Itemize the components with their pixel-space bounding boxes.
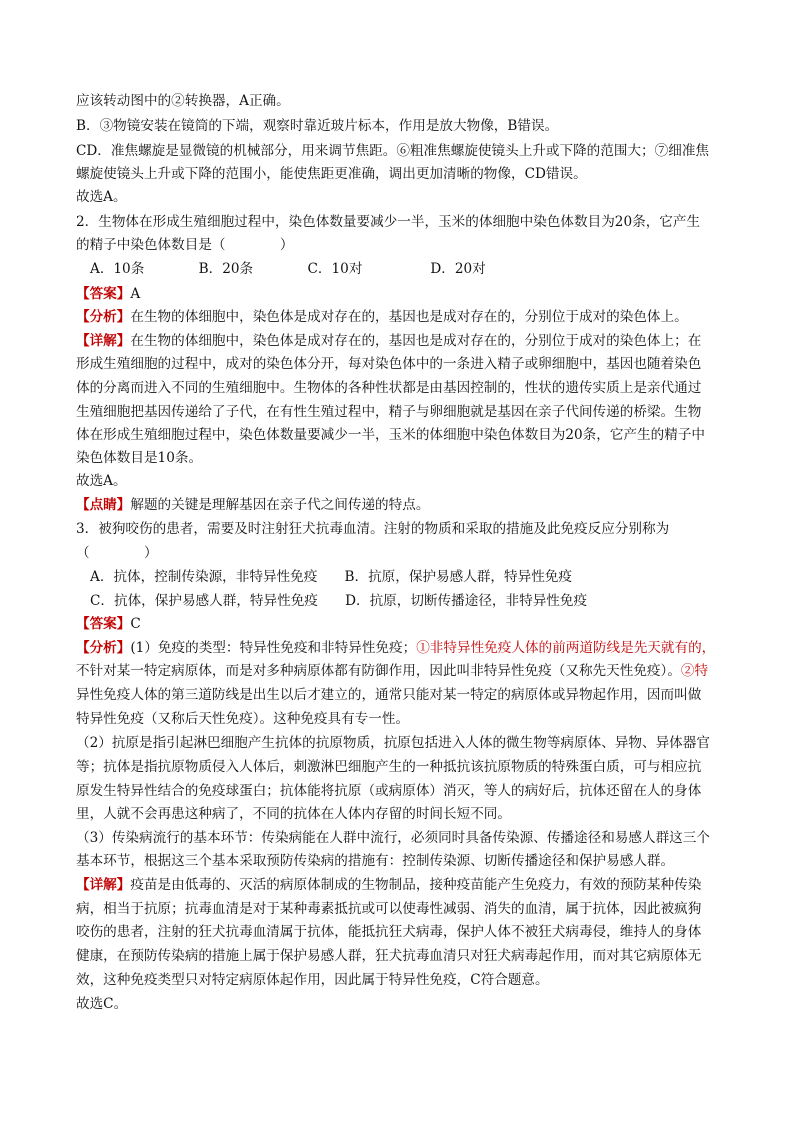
tip-tag: 【点睛】 bbox=[76, 497, 131, 513]
question-2-options: A．10条 B．20条 C．10对 D．20对 bbox=[90, 261, 486, 277]
question-3-options: A．抗体，控制传染源，非特异性免疫 B．抗原，保护易感人群，特异性免疫 bbox=[90, 569, 572, 585]
text-line: 故选C。 bbox=[76, 996, 128, 1012]
text-line: 染色体数目是10条。 bbox=[76, 450, 203, 466]
text-line: B．③物镜安装在镜筒的下端，观察时靠近玻片标本，作用是放大物像，B错误。 bbox=[76, 118, 559, 134]
analysis-tag: 【分析】 bbox=[76, 640, 131, 656]
text-line: 应该转动图中的②转换器，A正确。 bbox=[76, 93, 290, 109]
text-line: 不针对某一特定病原体，而是对多种病原体都有防御作用，因此叫非特异性免疫（又称先天性免疫）。②特 bbox=[76, 663, 709, 679]
text-line: 等；抗体是指抗原物质侵入人体后，刺激淋巴细胞产生的一种抵抗该抗原物质的特殊蛋白质，可与相应抗 bbox=[76, 759, 702, 775]
tip-line: 【点睛】解题的关键是理解基因在亲子代之间传递的特点。 bbox=[76, 497, 430, 513]
answer-line: 【答案】C bbox=[76, 616, 141, 632]
text-line: 故选A。 bbox=[76, 473, 127, 489]
question-3-stem: （ ） bbox=[76, 545, 158, 561]
detail-tag: 【详解】 bbox=[76, 877, 131, 893]
text-line: 原发生特异性结合的免疫球蛋白；抗体能将抗原（或病原体）消灭，等人的病好后，抗体还留在人的身体 bbox=[76, 783, 702, 799]
question-2-stem: 2．生物体在形成生殖细胞过程中，染色体数量要减少一半，玉米的体细胞中染色体数目为20条，它产生 bbox=[76, 214, 701, 230]
answer-tag: 【答案】 bbox=[76, 286, 131, 302]
text-line: CD．准焦螺旋是显微镜的机械部分，用来调节焦距。⑥粗准焦螺旋使镜头上升或下降的范围大；⑦细准焦 bbox=[76, 143, 710, 159]
answer-tag: 【答案】 bbox=[76, 616, 131, 632]
analysis-line: 【分析】在生物的体细胞中，染色体是成对存在的，基因也是成对存在的，分别位于成对的染色体上。 bbox=[76, 309, 688, 325]
question-3-options: C．抗体，保护易感人群，特异性免疫 D．抗原，切断传播途径，非特异性免疫 bbox=[90, 593, 588, 609]
text-line: 异性免疫人体的第三道防线是出生以后才建立的，通常只能对某一特定的病原体或异物起作用，因而叫做 bbox=[76, 687, 702, 703]
text-line: 效，这种免疫类型只对特定病原体起作用，因此属于特异性免疫，C符合题意。 bbox=[76, 972, 549, 988]
text-line: 特异性免疫（又称后天性免疫）。这种免疫具有专一性。 bbox=[76, 711, 410, 727]
text-line: 形成生殖细胞的过程中，成对的染色体分开，每对染色体中的一条进入精子或卵细胞中，基因也随着染色 bbox=[76, 356, 702, 372]
text-line: 基本环节，根据这三个基本采取预防传染病的措施有：控制传染源、切断传播途径和保护易感人群。 bbox=[76, 853, 675, 869]
detail-line: 【详解】在生物的体细胞中，染色体是成对存在的，基因也是成对存在的，分别位于成对的染色体上；在 bbox=[76, 333, 702, 349]
text-line: 故选A。 bbox=[76, 189, 127, 205]
detail-line: 【详解】疫苗是由低毒的、灭活的病原体制成的生物制品，接种疫苗能产生免疫力，有效的预防某种传染 bbox=[76, 877, 702, 893]
text-line: （2）抗原是指引起淋巴细胞产生抗体的抗原物质，抗原包括进入人体的微生物等病原体、异物、异体器官 bbox=[76, 735, 710, 751]
text-line: （3）传染病流行的基本环节：传染病能在人群中流行，必须同时具备传染源、传播途径和易感人群这三个 bbox=[76, 830, 710, 846]
analysis-line: 【分析】(1）免疫的类型：特异性免疫和非特异性免疫；①非特异性免疫人体的前两道防线是先天就有的， bbox=[76, 640, 716, 656]
text-line: 健康，在预防传染病的措施上属于保护易感人群，狂犬抗毒血清只对狂犬病毒起作用，而对其它病原体无 bbox=[76, 948, 702, 964]
question-3-stem: 3．被狗咬伤的患者，需要及时注射狂犬抗毒血清。注射的物质和采取的措施及此免疫反应分别称为 bbox=[76, 521, 670, 537]
text-line: 螺旋使镜头上升或下降的范围小，能使焦距更准确，调出更加清晰的物像，CD错误。 bbox=[76, 166, 587, 182]
text-line: 咬伤的患者，注射的狂犬抗毒血清属于抗体，能抵抗狂犬病毒，保护人体不被狂犬病毒侵，维持人的身体 bbox=[76, 924, 702, 940]
text-line: 里，人就不会再患这种病了，不同的抗体在人体内存留的时间长短不同。 bbox=[76, 806, 511, 822]
analysis-tag: 【分析】 bbox=[76, 309, 131, 325]
answer-line: 【答案】A bbox=[76, 286, 141, 302]
question-2-stem: 的精子中染色体数目是（ ） bbox=[76, 237, 294, 253]
detail-tag: 【详解】 bbox=[76, 333, 131, 349]
text-line: 体的分离而进入不同的生殖细胞中。生物体的各种性状都是由基因控制的，性状的遗传实质上是亲代通过 bbox=[76, 380, 702, 396]
text-line: 生殖细胞把基因传递给了子代，在有性生殖过程中，精子与卵细胞就是基因在亲子代间传递的桥梁。生物 bbox=[76, 404, 702, 420]
text-line: 体在形成生殖细胞过程中，染色体数量要减少一半，玉米的体细胞中染色体数目为20条，它产生的精子中 bbox=[76, 427, 706, 443]
text-line: 病，相当于抗原；抗毒血清是对于某种毒素抵抗或可以使毒性减弱、消失的血清，属于抗体，因此被疯狗 bbox=[76, 901, 702, 917]
